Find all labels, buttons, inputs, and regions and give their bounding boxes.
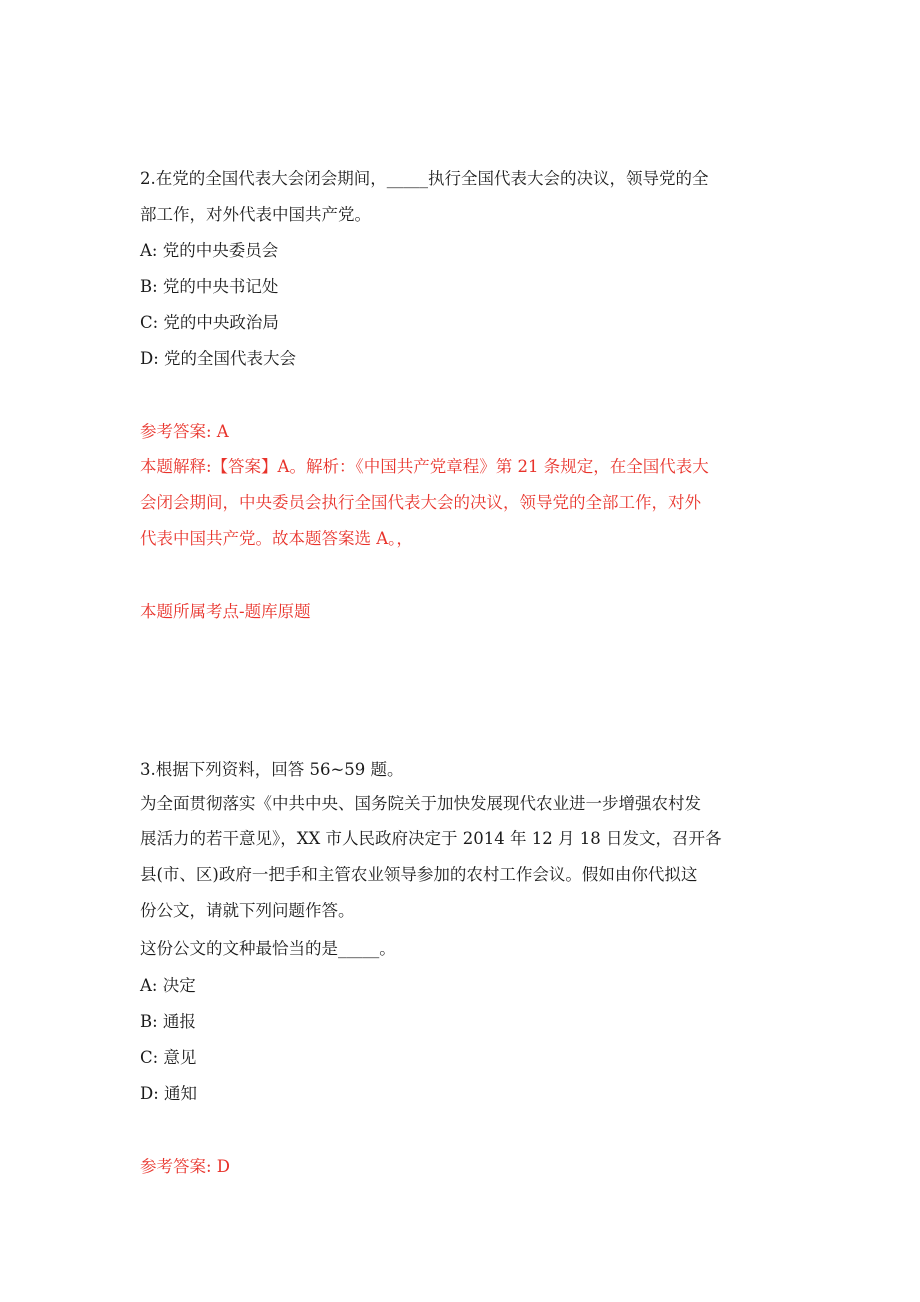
q3-stem: 3.根据下列资料，回答 56~59 题。: [140, 760, 404, 779]
q2-answer: 参考答案: A: [140, 422, 229, 441]
q3-question: 这份公文的文种最恰当的是_____。: [140, 939, 396, 958]
q3-answer: 参考答案: D: [140, 1157, 231, 1176]
q3-material-line-2: 展活力的若干意见》，XX 市人民政府决定于 2014 年 12 月 18 日发文，召开各: [140, 829, 722, 848]
q3-option-c: C: 意见: [140, 1048, 197, 1067]
q2-explanation-line-3: 代表中国共产党。故本题答案选 A。，: [140, 529, 413, 548]
q2-option-d: D: 党的全国代表大会: [140, 349, 297, 368]
q2-option-a: A: 党的中央委员会: [140, 241, 279, 260]
q3-material-line-4: 份公文，请就下列问题作答。: [140, 901, 355, 920]
q3-option-b: B: 通报: [140, 1012, 196, 1031]
q3-option-d: D: 通知: [140, 1084, 198, 1103]
q2-topic: 本题所属考点-题库原题: [140, 602, 311, 621]
q2-explanation-line-1: 本题解释:【答案】A。解析：《中国共产党章程》第 21 条规定，在全国代表大: [140, 457, 709, 476]
q3-option-a: A: 决定: [140, 976, 196, 995]
q2-option-b: B: 党的中央书记处: [140, 277, 279, 296]
q3-material-line-1: 为全面贯彻落实《中共中央、国务院关于加快发展现代农业进一步增强农村发: [140, 794, 701, 813]
q2-explanation-line-2: 会闭会期间，中央委员会执行全国代表大会的决议，领导党的全部工作，对外: [140, 493, 701, 512]
q2-stem-line-2: 部工作，对外代表中国共产党。: [140, 205, 371, 224]
q2-stem-line-1: 2.在党的全国代表大会闭会期间，_____执行全国代表大会的决议，领导党的全: [140, 169, 709, 188]
q2-option-c: C: 党的中央政治局: [140, 313, 279, 332]
q3-material-line-3: 县(市、区)政府一把手和主管农业领导参加的农村工作会议。假如由你代拟这: [140, 865, 698, 884]
